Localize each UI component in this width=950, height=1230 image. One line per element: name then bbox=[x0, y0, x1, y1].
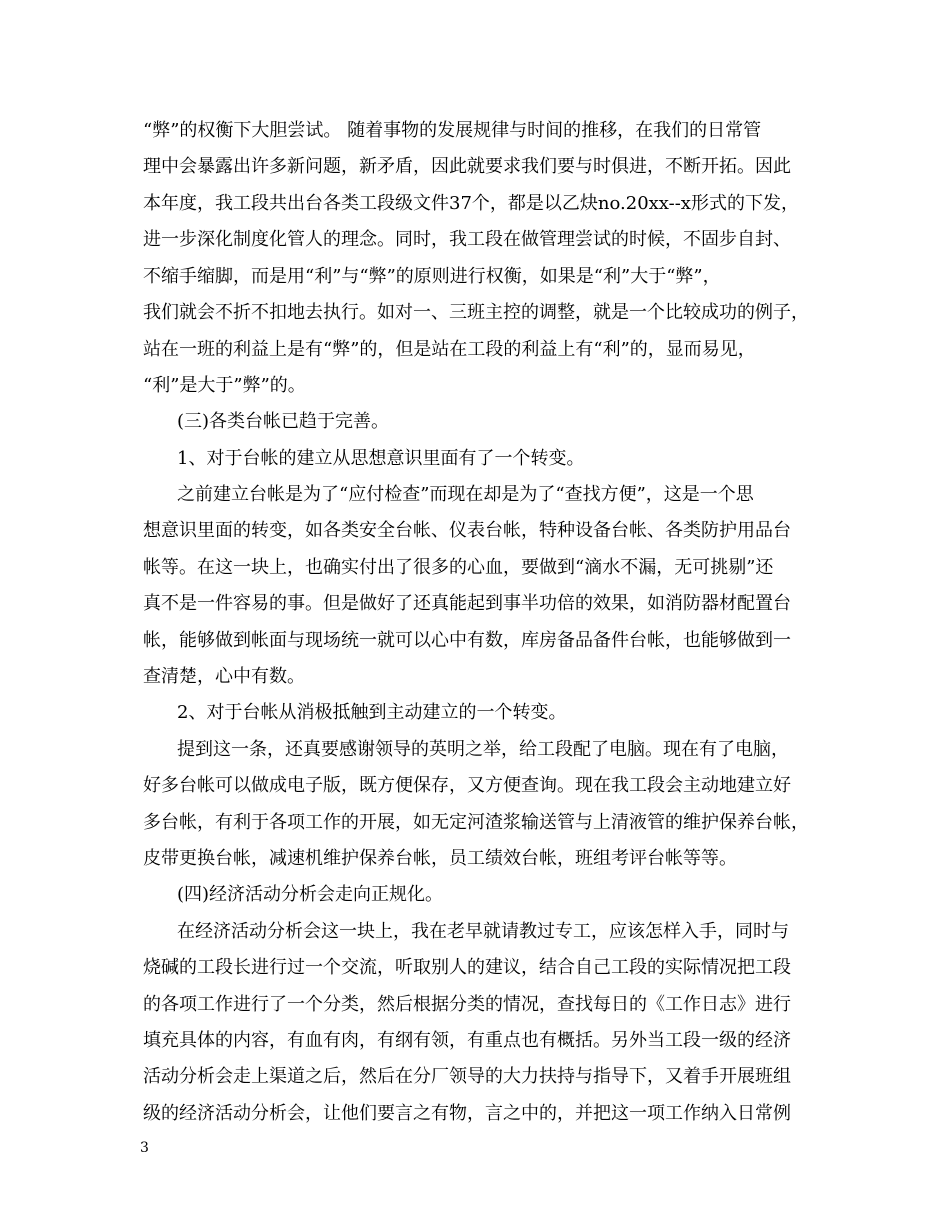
text-line: 皮带更换台帐，减速机维护保养台帐，员工绩效台帐，班组考评台帐等等。 bbox=[143, 848, 737, 869]
text-line: 提到这一条，还真要感谢领导的英明之举，给工段配了电脑。现在有了电脑， bbox=[177, 739, 789, 760]
text-line: 站在一班的利益上是有“弊”的，但是站在工段的利益上有“利”的，显而易见， bbox=[143, 339, 756, 360]
subsection-heading: 1、对于台帐的建立从思想意识里面有了一个转变。 bbox=[177, 448, 585, 469]
section-heading: (三)各类台帐已趋于完善。 bbox=[177, 411, 390, 432]
text-line: 想意识里面的转变，如各类安全台帐、仪表台帐，特种设备台帐、各类防护用品台 bbox=[143, 520, 791, 541]
text-line: 本年度，我工段共出台各类工段级文件37个，都是以乙炔no.20xx--x形式的下发， bbox=[143, 193, 799, 214]
text-line: 查清楚，心中有数。 bbox=[143, 666, 305, 687]
text-line: 进一步深化制度化管人的理念。同时，我工段在做管理尝试的时候，不固步自封、 bbox=[143, 229, 791, 250]
text-line: 在经济活动分析会这一块上，我在老早就请教过专工，应该怎样入手，同时与 bbox=[177, 921, 789, 942]
text-line: 帐，能够做到帐面与现场统一就可以心中有数，库房备品备件台帐，也能够做到一 bbox=[143, 630, 791, 651]
text-line: 理中会暴露出许多新问题，新矛盾，因此就要求我们要与时俱进，不断开拓。因此 bbox=[143, 156, 791, 177]
text-line: 烧碱的工段长进行过一个交流，听取别人的建议，结合自己工段的实际情况把工段 bbox=[143, 957, 791, 978]
subsection-heading: 2、对于台帐从消极抵触到主动建立的一个转变。 bbox=[177, 702, 567, 723]
text-line: 我们就会不折不扣地去执行。如对一、三班主控的调整，就是一个比较成功的例子， bbox=[143, 302, 809, 323]
text-line: 之前建立台帐是为了“应付检查”而现在却是为了“查找方便”，这是一个思 bbox=[177, 484, 754, 505]
text-line: 好多台帐可以做成电子版，既方便保存，又方便查询。现在我工段会主动地建立好 bbox=[143, 775, 791, 796]
text-line: 真不是一件容易的事。但是做好了还真能起到事半功倍的效果，如消防器材配置台 bbox=[143, 593, 791, 614]
text-line: “弊”的权衡下大胆尝试。 随着事物的发展规律与时间的推移，在我们的日常管 bbox=[143, 120, 762, 141]
text-line: “利”是大于”弊”的。 bbox=[143, 375, 306, 396]
text-line: 填充具体的内容，有血有肉，有纲有领，有重点也有概括。另外当工段一级的经济 bbox=[143, 1030, 791, 1051]
text-line: 活动分析会走上渠道之后，然后在分厂领导的大力扶持与指导下，又着手开展班组 bbox=[143, 1066, 791, 1087]
text-line: 不缩手缩脚，而是用“利”与“弊”的原则进行权衡，如果是“利”大于“弊”， bbox=[143, 266, 721, 287]
page-number: 3 bbox=[140, 1140, 149, 1156]
text-line: 帐等。在这一块上，也确实付出了很多的心血，要做到“滴水不漏，无可挑剔”还 bbox=[143, 557, 774, 578]
text-line: 级的经济活动分析会，让他们要言之有物，言之中的，并把这一项工作纳入日常例 bbox=[143, 1103, 791, 1124]
section-heading: (四)经济活动分析会走向正规化。 bbox=[177, 884, 444, 905]
text-line: 多台帐，有利于各项工作的开展，如无定河渣浆输送管与上清液管的维护保养台帐， bbox=[143, 812, 809, 833]
text-line: 的各项工作进行了一个分类，然后根据分类的情况，查找每日的《工作日志》进行 bbox=[143, 994, 791, 1015]
